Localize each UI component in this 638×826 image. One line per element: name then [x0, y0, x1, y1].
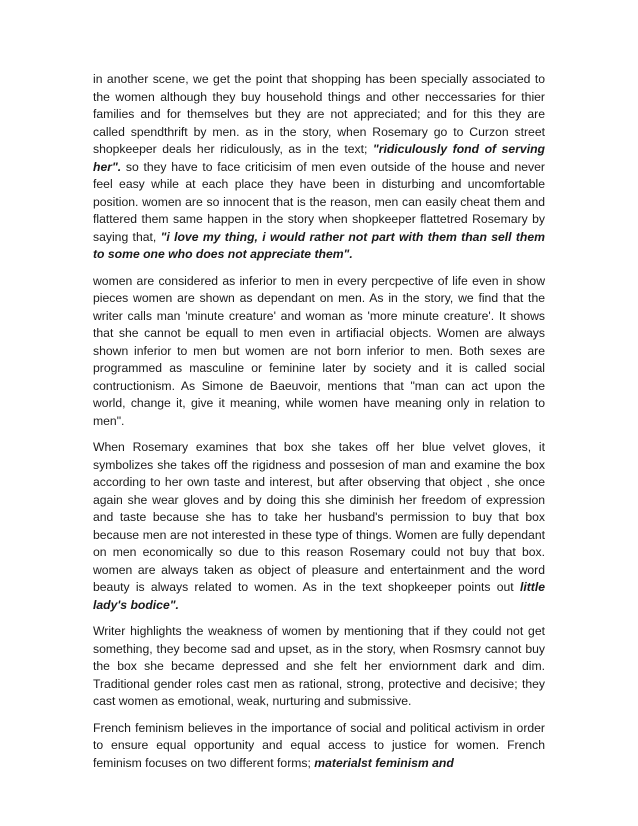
body-text: women are considered as inferior to men in every percpective of life even in show pieces women are shown as dependant on men. As in the story, we find that the writer calls man 'minute creature' and woman as 'more minute creature'. It shows that she cannot be equall to men even in artifiacial objects. Women are always shown inferior to men but women are not born inferior to men. Both sexes are programmed as masculine or feminine later by society and it is called social contructionism. As Simone de Baeuvoir, mentions that "man can act upon the world, change it, give it meaning, while women have meaning only in relation to men". — [93, 273, 545, 428]
body-text: so they have to face criticisim of men even outside of the house and never feel easy while at each place they have been in disturbing and uncomfortable position. women are so innocent that is the reason, men can easily cheat them and flattered them same happen in the story when shopkeeper flattetred Rosemary by saying that, — [93, 159, 545, 244]
paragraph-4 — [93, 623, 545, 711]
body-text: When Rosemary examines that box she takes off her blue velvet gloves, it symbolizes she takes off the rigidness and possesion of man and examine the box according to her own taste and interest, but after observing that object , she once again she wear gloves and by doing this she diminish her freedom of expression and taste because she has to take her husband's permission to buy that box because men are not interested in these type of things. Women are fully dependant on men economically so due to this reason Rosemary could not buy that box. women are always taken as object of pleasure and entertainment and the word beauty is always related to women. As in the text shopkeeper points out — [93, 440, 545, 594]
quote-text: little lady's bodice". — [93, 580, 545, 612]
body-text: French feminism believes in the importance of social and political activism in order to ensure equal opportunity and equal access to justice for women. French feminism focuses on two different forms; — [93, 720, 545, 770]
paragraph-5 — [93, 720, 545, 773]
paragraph-1 — [93, 71, 545, 264]
body-text: in another scene, we get the point that shopping has been specially associated to the women although they buy household things and other neccessaries for thier families and for themselves but they are not appreciated; and for this they are called spendthrift by men. as in the story, when Rosemary go to Curzon street shopkeeper deals her ridiculously, as in the text; — [93, 72, 545, 156]
quote-text: "ridiculously fond of serving her". — [93, 142, 545, 174]
paragraph-3 — [93, 439, 545, 614]
quote-text: "i love my thing, i would rather not part with them than sell them to some one who does not appreciate them". — [93, 229, 545, 261]
emphasized-text: materialst feminism and — [314, 755, 454, 770]
body-text: Writer highlights the weakness of women by mentioning that if they could not get something, they become sad and upset, as in the story, when Rosmsry cannot buy the box she became depressed and she felt her enviornment dark and dim. Traditional gender roles cast men as rational, strong, protective and decisive; they cast women as emotional, weak, nurturing and submissive. — [93, 624, 545, 708]
document-page — [93, 71, 545, 781]
paragraph-2 — [93, 273, 545, 431]
